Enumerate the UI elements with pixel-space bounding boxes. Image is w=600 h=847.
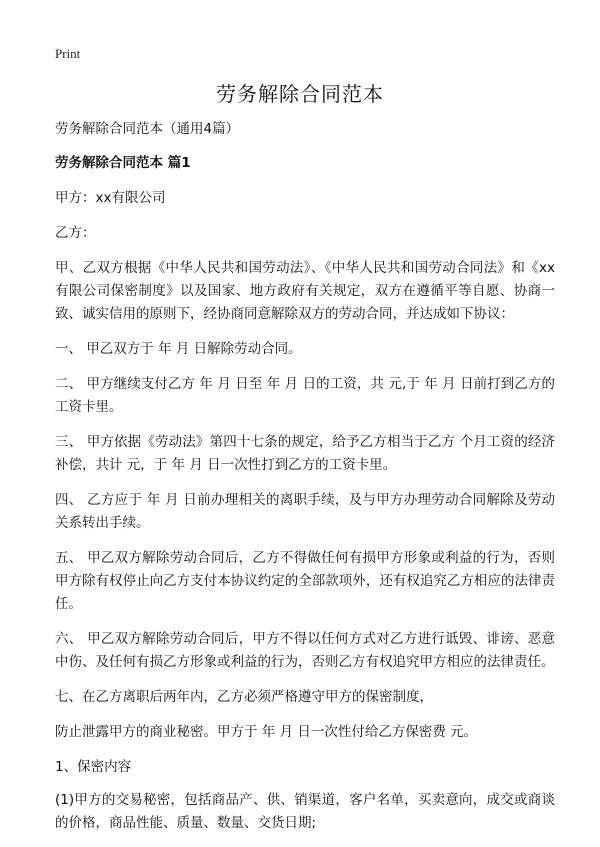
print-label[interactable]: Print (55, 46, 81, 61)
clause-3: 三、 甲方依据《劳动法》第四十七条的规定，给予乙方相当于乙方 个月工资的经济补偿，共计 元，于 年 月 日一次性打到乙方的工资卡里。 (55, 434, 555, 473)
party-a-line: 甲方：xx有限公司 (55, 190, 166, 206)
clause-5: 五、 甲乙双方解除劳动合同后，乙方不得做任何有损甲方形象或利益的行为，否则甲方除有权停止向乙方支付本协议约定的全部款项外，还有权追究乙方相应的法律责任。 (55, 550, 555, 612)
clause-2: 二、 甲方继续支付乙方 年 月 日至 年 月 日的工资，共 元,于 年 月 日前打到乙方的工资卡里。 (55, 376, 555, 415)
section-heading: 劳务解除合同范本 篇1 (55, 155, 191, 171)
confidentiality-fee-paragraph: 防止泄露甲方的商业秘密。甲方于 年 月 日一次性付给乙方保密费 元。 (55, 724, 478, 740)
clause-6: 六、 甲乙双方解除劳动合同后，甲方不得以任何方式对乙方进行诋毁、诽谤、恶意中伤、及任何有损乙方形象或利益的行为，否则乙方有权追究甲方相应的法律责任。 (55, 631, 555, 670)
confidentiality-content-heading: 1、保密内容 (55, 759, 132, 775)
trade-secrets-paragraph: (1)甲方的交易秘密，包括商品产、供、销渠道，客户名单，买卖意向，成交或商谈的价格，商品性能、质量、数量、交货日期; (55, 792, 555, 831)
preamble-paragraph: 甲、乙双方根据《中华人民共和国劳动法》、《中华人民共和国劳动合同法》和《xx有限公司保密制度》以及国家、地方政府有关规定，双方在遵循平等自愿、协商一致、诚实信用的原则下，经协商同意解除双方的劳动合同，并达成如下协议： (55, 260, 555, 322)
party-b-line: 乙方： (55, 225, 96, 241)
clause-4: 四、 乙方应于 年 月 日前办理相关的离职手续，及与甲方办理劳动合同解除及劳动关系转出手续。 (55, 492, 555, 531)
document-body (55, 118, 555, 847)
document-subtitle: 劳务解除合同范本（通用4篇） (55, 121, 240, 137)
document-title: 劳务解除合同范本 (216, 82, 384, 106)
clause-1: 一、 甲乙双方于 年 月 日解除劳动合同。 (55, 341, 302, 357)
clause-7: 七、在乙方离职后两年内，乙方必须严格遵守甲方的保密制度， (55, 689, 433, 705)
